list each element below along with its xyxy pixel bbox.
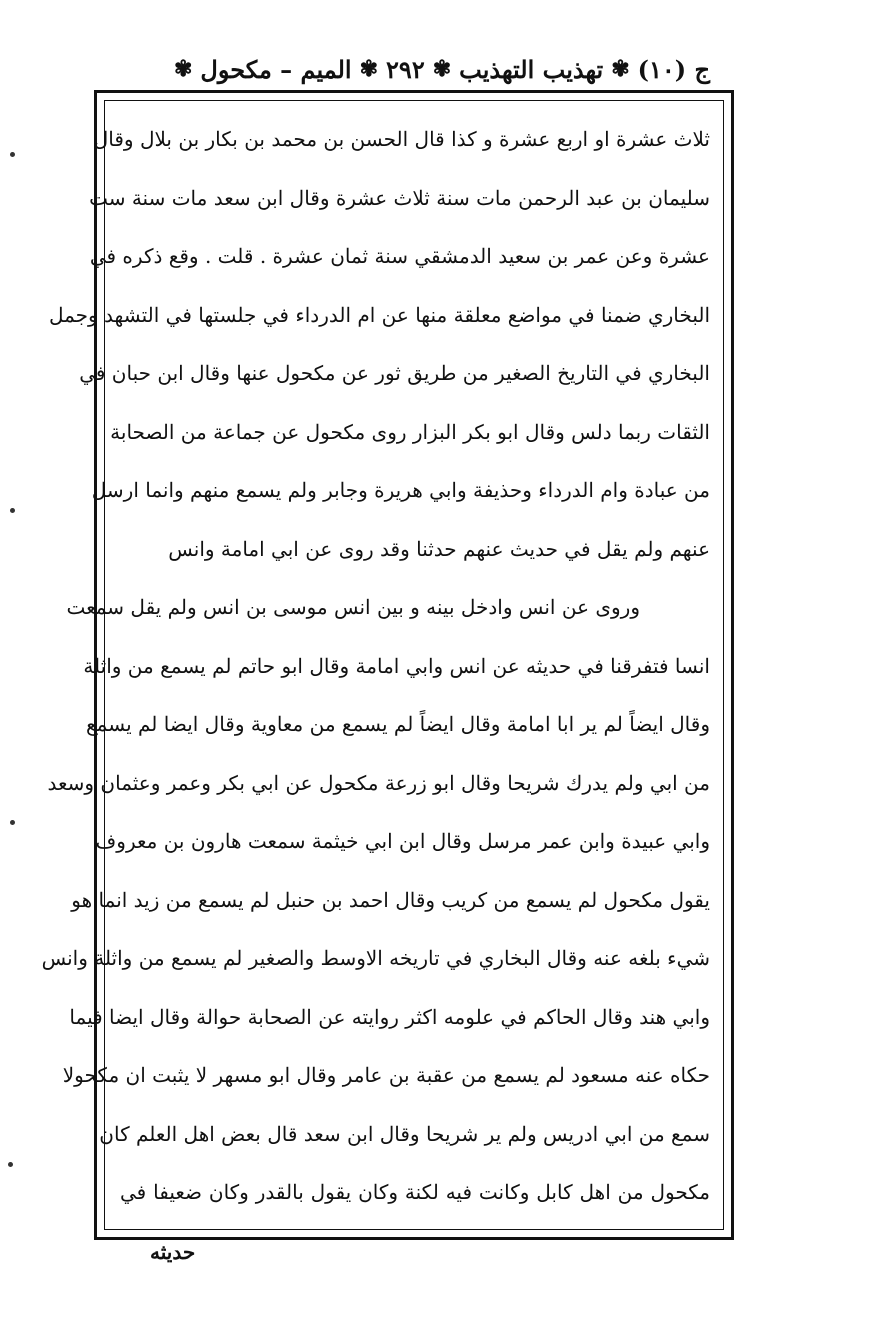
text-line: يقول مكحول لم يسمع من كريب وقال احمد بن حنبل لم يسمع من زيد انما هو	[71, 887, 710, 912]
text-line: وابي عبيدة وابن عمر مرسل وقال ابن ابي خيثمة سمعت هارون بن معروف	[95, 829, 710, 853]
book-title: تهذيب التهذيب	[459, 54, 604, 84]
margin-mark	[10, 152, 15, 157]
text-line: مكحول من اهل كابل وكانت فيه لكنة وكان يقول بالقدر وكان ضعيفا في	[120, 1180, 710, 1204]
text-line: عنهم ولم يقل في حديث عنهم حدثنا وقد روى عن ابي امامة وانس	[168, 536, 710, 561]
ornament-icon: ✾	[173, 56, 193, 82]
text-line: البخاري ضمنا في مواضع معلقة منها عن ام الدرداء في جلستها في التشهد وجمل	[48, 302, 710, 327]
text-line: وابي هند وقال الحاكم في علومه اكثر روايته عن الصحابة حوالة وقال ايضا فيما	[69, 1004, 710, 1029]
text-line: من ابي ولم يدرك شريحا وقال ابو زرعة مكحول عن ابي بكر وعمر وعثمان وسعد	[47, 770, 710, 795]
main-text	[41, 110, 710, 1222]
text-line: عشرة وعن عمر بن سعيد الدمشقي سنة ثمان عشرة . قلت . وقع ذكره في	[89, 244, 710, 268]
text-line: من عبادة وام الدرداء وحذيفة وابي هريرة وجابر ولم يسمع منهم وانما ارسل	[91, 478, 710, 502]
section-title: الميم – مكحول	[200, 54, 352, 84]
text-line: حكاه عنه مسعود لم يسمع من عقبة بن عامر وقال ابو مسهر لا يثبت ان مكحولا	[62, 1063, 710, 1087]
ornament-icon: ✾	[359, 56, 379, 82]
ornament-icon: ✾	[611, 56, 630, 82]
volume-label: ج (١٠)	[637, 54, 710, 84]
text-line: ثلاث عشرة او اربع عشرة و كذا قال الحسن بن محمد بن بكار بن بلال وقال	[93, 127, 710, 151]
margin-mark	[8, 1162, 13, 1167]
text-line: سمع من ابي ادريس ولم ير شريحا وقال ابن سعد قال بعض اهل العلم كان	[99, 1121, 710, 1146]
text-line: سليمان بن عبد الرحمن مات سنة ثلاث عشرة وقال ابن سعد مات سنة ست	[89, 185, 710, 210]
page-header	[110, 44, 710, 94]
text-line: شيء بلغه عنه وقال البخاري في تاريخه الاوسط والصغير لم يسمع من واثلة وانس	[41, 946, 710, 970]
page-number: ٢٩٢	[386, 54, 425, 84]
text-line: الثقات ربما دلس وقال ابو بكر البزار روى مكحول عن جماعة من الصحابة	[110, 419, 710, 444]
text-line: وروى عن انس وادخل بينه و بين انس موسى بن انس ولم يقل سمعت	[66, 595, 640, 619]
text-line: انسا فتفرقنا في حديثه عن انس وابي امامة وقال ابو حاتم لم يسمع من واثلة	[83, 653, 710, 678]
text-line: وقال ايضاً لم ير ابا امامة وقال ايضاً لم يسمع من معاوية وقال ايضا لم يسمع	[86, 712, 710, 736]
ornament-icon: ✾	[432, 56, 452, 82]
margin-mark	[10, 508, 15, 513]
text-line: البخاري في التاريخ الصغير من طريق ثور عن مكحول عنها وقال ابن حبان في	[79, 361, 710, 385]
margin-mark	[10, 820, 15, 825]
catchword: حديثه	[150, 1240, 196, 1264]
